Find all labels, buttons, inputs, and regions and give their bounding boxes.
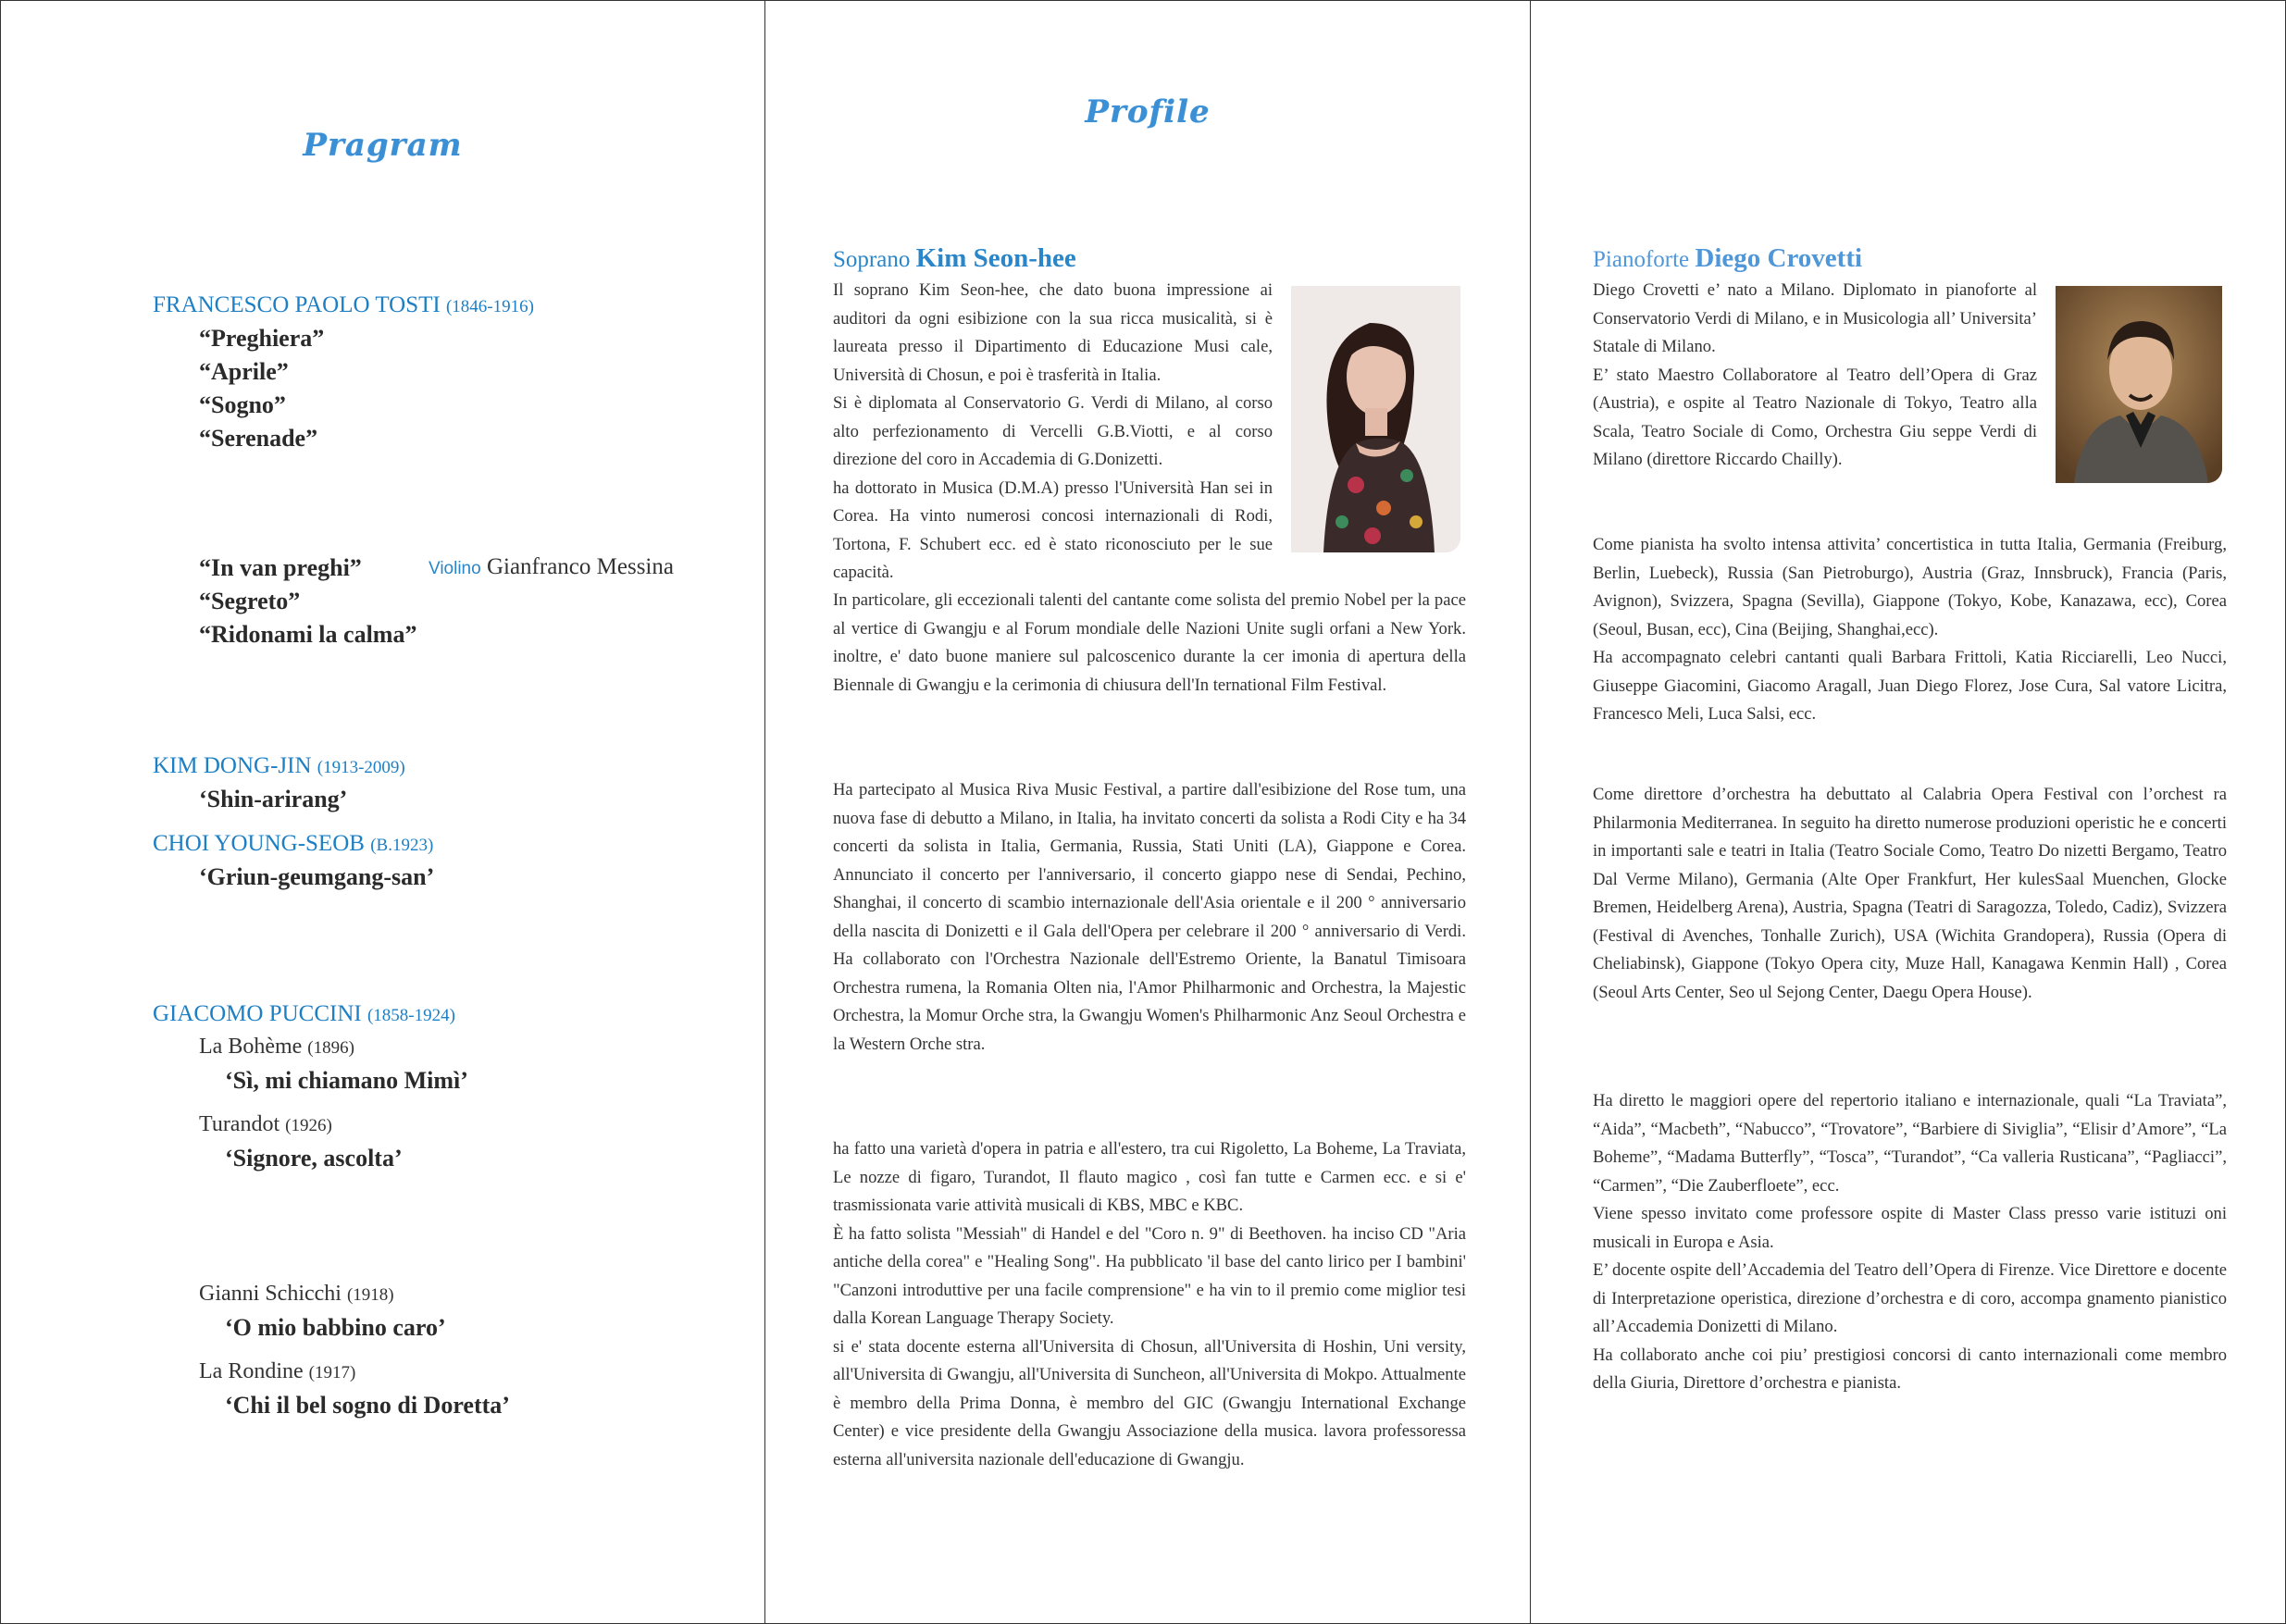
composer-name: FRANCESCO PAOLO TOSTI [153, 292, 441, 317]
profile-heading: Profile [1085, 93, 1211, 130]
pianist-bio-pianist [1593, 531, 2227, 729]
aria-title: ‘Signore, ascolta’ [225, 1145, 403, 1172]
song-title: “Ridonami la calma” [199, 621, 417, 648]
composer-name: CHOI YOUNG-SEOB [153, 831, 365, 856]
song-title: ‘Griun-geumgang-san’ [199, 863, 435, 890]
composer-name: KIM DONG-JIN [153, 753, 312, 778]
composer-puccini [153, 1001, 455, 1027]
pianist-photo [2056, 286, 2222, 483]
opera-title [199, 1035, 354, 1060]
bio-paragraph: si e' stata docente esterna all'Universita di Chosun, all'Universita di Hoshin, Uni versity, all'Universita di Gwangju, all'Universita di Suncheon, all'Universita di Mokpo. Attualmente è membro della Prima Donna, è membro del GIC (Gwangju International Exchange Center) e vice presidente della Gwangju Associazione della musica. lavora professoressa esterna all'universita nazionale dell'educazione di Gwangju. [833, 1336, 1466, 1469]
bio-paragraph: E’ stato Maestro Collaboratore al Teatro dell’Opera di Graz (Austria), e ospite al Teatro Nazionale di Tokyo, Teatro alla Scala, Teatro Sociale di Como, Orchestra Giu seppe Verdi di Milano (direttore Riccardo Chailly). [1593, 365, 2037, 469]
opera-year: (1917) [308, 1363, 356, 1382]
bio-paragraph: ha fatto una varietà d'opera in patria e all'estero, tra cui Rigoletto, La Boheme, La Traviata, Le nozze di figaro, Turandot, Il flauto magico , così fan tutte e Carmen ecc. e si e' trasmissionata varie attività musicali di KBS, MBC e KBC. [833, 1139, 1466, 1215]
program-heading: Pragram [303, 127, 463, 164]
composer-kim [153, 753, 405, 779]
pianist-bio-conductor [1593, 781, 2227, 1007]
pianist-role: Pianoforte [1593, 247, 1690, 272]
bio-paragraph: Come pianista ha svolto intensa attivita’ concertistica in tutta Italia, Germania (Freiburg, Berlin, Luebeck), Russia (San Pietroburgo), Austria (Graz, Innsbruck), Francia (Paris, Avignon), Svizzera, Spagna (Sevilla), Giappone (Tokyo, Kobe, Kanazawa, ecc), Corea (Seoul, Busan, ecc), Cina (Beijing, Shanghai,ecc). [1593, 535, 2227, 639]
aria-title: ‘Chi il bel sogno di Doretta’ [225, 1392, 510, 1419]
bio-paragraph: Diego Crovetti e’ nato a Milano. Diplomato in pianoforte al Conservatorio Verdi di Milano, e in Musicologia all’ Universita’ Statale di Milano. [1593, 280, 2037, 356]
song-title: “Segreto” [199, 588, 301, 614]
opera-name: Turandot [199, 1112, 280, 1136]
soprano-bio-awards [833, 587, 1466, 700]
soprano-bio-concerts [833, 776, 1466, 1059]
opera-title [199, 1359, 355, 1384]
bio-paragraph: Come direttore d’orchestra ha debuttato al Calabria Opera Festival con l’orchest ra Philarmonia Mediterranea. In seguito ha diretto numerose produzioni operistic he e concerti in importanti sale e teatri in Italia (Teatro Sociale Como, Teatro Do nizetti Bergamo, Teatro Dal Verme Milano), Germania (Alte Oper Frankfurt, Her kulesSaal Muenchen, Glocke Bremen, Heidelberg Arena), Austria, Spagna (Teatri di Saragozza, Toledo, Cadiz), Svizzera (Festival di Avenches, Tonhalle Zurich), USA (Wichita Grandopera), Russia (Opera di Cheliabinsk), Giappone (Tokyo Opera city, Muze Hall, Kanagawa Kenmin Hall) , Corea (Seoul Arts Center, Seo ul Sejong Center, Daegu Opera House). [1593, 785, 2227, 1002]
opera-name: La Bohème [199, 1035, 303, 1059]
performer-violin [429, 554, 674, 580]
bio-paragraph: Il soprano Kim Seon-hee, che dato buona impressione ai auditori da ogni esibizione con la sua ricca musicalità, si è laureata presso il Dipartimento di Educazione Musi cale, Università di Chosun, e poi è trasferità in Italia. [833, 280, 1273, 385]
song-title: “Preghiera” [199, 325, 325, 352]
performer-name: Gianfranco Messina [486, 554, 674, 579]
composer-years: (1858-1924) [367, 1006, 455, 1025]
pianist-title [1593, 243, 1862, 274]
opera-title [199, 1282, 394, 1307]
opera-name: La Rondine [199, 1359, 304, 1383]
bio-paragraph: E’ docente ospite dell’Accademia del Teatro dell’Opera di Firenze. Vice Direttore e docente di Interpretazione operistica, direzione d’orchestra e di coro, accompa gnamento pianistico all’Accademia Donizetti di Milano. [1593, 1260, 2227, 1336]
bio-paragraph: Ha diretto le maggiori opere del repertorio italiano e internazionale, quali “La Traviata”, “Aida”, “Macbeth”, “Nabucco”, “Trovatore”, “Barbiere di Siviglia”, “Elisir d’Amore”, “La Boheme”, “Madama Butterfly”, “Tosca”, “Turandot”, “Ca valleria Rusticana”, “Pagliacci”, “Carmen”, “Die Zauberfloete”, ecc. [1593, 1091, 2227, 1196]
soprano-portrait-image [1291, 286, 1460, 552]
pianist-portrait-image [2056, 286, 2222, 483]
pianist-name: Diego Crovetti [1695, 243, 1863, 273]
composer-tosti [153, 292, 534, 318]
soprano-role: Soprano [833, 247, 911, 272]
aria-title: ‘Sì, mi chiamano Mimì’ [225, 1067, 468, 1094]
pianist-bio-repertoire [1593, 1087, 2227, 1398]
soprano-profile-panel [765, 0, 1531, 1624]
bio-paragraph: Viene spesso invitato come professore ospite di Master Class presso varie istituzi oni musicali in Europa e Asia. [1593, 1204, 2227, 1252]
bio-paragraph: ha dottorato in Musica (D.M.A) presso l'Università Han sei in Corea. Ha vinto numerosi concosi internazionali di Rodi, Tortona, F. Schubert ecc. ed è stato riconosciuto per le sue capacità. [833, 477, 1273, 582]
song-title: ‘Shin-arirang’ [199, 786, 348, 812]
performer-role: Violino [429, 559, 481, 578]
bio-paragraph: In particolare, gli eccezionali talenti del cantante come solista del premio Nobel per la pace al vertice di Gwangju e al Forum mondiale delle Nazioni Unite sugli orfani a New York. inoltre, e' dato buone maniere sul palcoscenico durante la cer imonia di apertura della Biennale di Gwangju e la cerimonia di chiusura dell'In ternational Film Festival. [833, 590, 1466, 695]
soprano-bio-intro [833, 277, 1273, 588]
song-title: “Aprile” [199, 358, 289, 385]
bio-paragraph: È ha fatto solista "Messiah" di Handel e del "Coro n. 9" di Beethoven. ha inciso CD "Aria antiche della corea" e "Healing Song". Ha pubblicato 'il base del canto lirico per I bambini' "Canzoni introduttive per una facile comprensione" e ha vin to il premio come miglior tesi dalla Korean Language Therapy Society. [833, 1223, 1466, 1328]
composer-years: (1913-2009) [317, 758, 405, 777]
bio-paragraph: Ha collaborato anche coi piu’ prestigiosi concorsi di canto internazionali come membro della Giuria, Direttore d’orchestra e pianista. [1593, 1345, 2227, 1393]
opera-title [199, 1112, 332, 1137]
composer-choi [153, 831, 433, 857]
composer-name: GIACOMO PUCCINI [153, 1001, 362, 1026]
composer-years: (B.1923) [370, 836, 434, 855]
aria-title: ‘O mio babbino caro’ [225, 1314, 446, 1341]
opera-name: Gianni Schicchi [199, 1282, 342, 1306]
program-panel [0, 0, 765, 1624]
opera-year: (1918) [346, 1285, 394, 1305]
bio-paragraph: Si è diplomata al Conservatorio G. Verdi di Milano, al corso alto perfezionamento di Vercelli G.B.Viotti, e al corso direzione del coro in Accademia di G.Donizetti. [833, 393, 1273, 469]
soprano-title [833, 243, 1076, 274]
bio-paragraph: Ha partecipato al Musica Riva Music Festival, a partire dall'esibizione del Rose tum, una nuova fase di debutto a Milano, in Italia, ha invitato concerti da solista a Rodi City e ha 34 concerti da solista in Italia, Germania, Russia, Stati Uniti (LA), Giappone e Corea. Annunciato il concerto per l'anniversario, il concerto giappo nese di Sendai, Pechino, Shanghai, il concerto di scambio internazionale dell'Asia orientale e il 200 ° anniversario della nascita di Donizetti e il Gala dell'Opera per celebrare il 200 ° anniversario di Verdi. Ha collaborato con l'Orchestra Nazionale dell'Estremo Oriente, la Banatul Timisoara Orchestra rumena, la Romania Olten nia, l'Amor Philharmonic and Orchestra, la Majestic Orchestra, la Momur Orche stra, la Gwangju Women's Philharmonic Anz Seoul Orchestra e la Western Orche stra. [833, 780, 1466, 1054]
opera-year: (1926) [285, 1116, 332, 1135]
soprano-bio-repertoire [833, 1135, 1466, 1474]
song-title: “In van preghi” [199, 554, 362, 581]
opera-year: (1896) [307, 1038, 354, 1058]
pianist-profile-panel [1531, 0, 2286, 1624]
pianist-bio-intro [1593, 277, 2037, 475]
soprano-name: Kim Seon-hee [915, 243, 1076, 273]
bio-paragraph: Ha accompagnato celebri cantanti quali Barbara Frittoli, Katia Ricciarelli, Leo Nucci, Giuseppe Giacomini, Giacomo Aragall, Juan Diego Florez, Jose Cura, Sal vatore Licitra, Francesco Meli, Luca Salsi, ecc. [1593, 648, 2227, 724]
soprano-photo [1291, 286, 1460, 552]
song-title: “Serenade” [199, 425, 318, 452]
composer-years: (1846-1916) [445, 297, 534, 316]
song-title: “Sogno” [199, 391, 286, 418]
